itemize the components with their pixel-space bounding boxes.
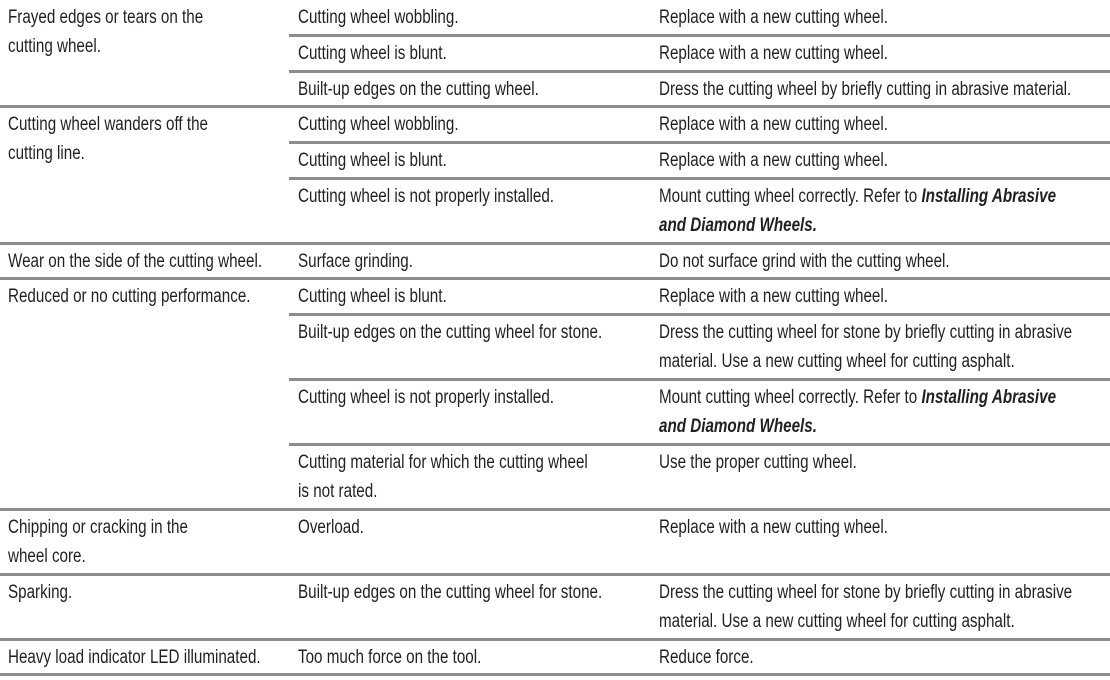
- solution-text: Mount cutting wheel correctly. Refer to: [659, 387, 922, 408]
- cause-cell: Cutting wheel is not properly installed.: [298, 186, 555, 207]
- row-divider: [0, 508, 1110, 511]
- cause-cell: [298, 448, 588, 506]
- solution-cell: Replace with a new cutting wheel.: [659, 43, 888, 64]
- problem-text: wheel core.: [8, 546, 86, 567]
- cause-cell: Cutting wheel is not properly installed.: [298, 387, 555, 408]
- cause-cell: Overload.: [298, 517, 364, 538]
- problem-cell: Sparking.: [8, 582, 73, 603]
- problem-cell: [8, 513, 188, 571]
- solution-cell: [659, 318, 1072, 376]
- cause-cell: Cutting wheel wobbling.: [298, 7, 459, 28]
- row-divider: [289, 177, 1110, 180]
- solution-cell: Replace with a new cutting wheel.: [659, 517, 888, 538]
- problem-cell: [8, 110, 208, 168]
- manual-reference-link[interactable]: and Diamond Wheels.: [659, 416, 817, 437]
- row-divider: [0, 105, 1110, 108]
- cause-cell: Cutting wheel is blunt.: [298, 286, 447, 307]
- solution-cell: [659, 182, 1056, 240]
- problem-text: Cutting wheel wanders off the: [8, 114, 208, 135]
- row-divider: [289, 378, 1110, 381]
- cause-cell: Too much force on the tool.: [298, 647, 482, 668]
- solution-cell: Use the proper cutting wheel.: [659, 452, 857, 473]
- row-divider: [0, 277, 1110, 280]
- problem-cell: [8, 3, 203, 61]
- solution-cell: Reduce force.: [659, 647, 754, 668]
- cause-cell: Surface grinding.: [298, 251, 413, 272]
- cause-cell: Built-up edges on the cutting wheel.: [298, 79, 539, 100]
- problem-text: Frayed edges or tears on the: [8, 7, 204, 28]
- row-divider: [0, 673, 1110, 676]
- problem-text: Chipping or cracking in the: [8, 517, 188, 538]
- cause-text: Cutting material for which the cutting wheel: [298, 452, 588, 473]
- cause-cell: Cutting wheel wobbling.: [298, 114, 459, 135]
- cause-cell: Cutting wheel is blunt.: [298, 150, 447, 171]
- problem-cell: Reduced or no cutting performance.: [8, 286, 251, 307]
- solution-cell: [659, 383, 1056, 441]
- manual-reference-link[interactable]: Installing Abrasive: [921, 387, 1057, 408]
- problem-text: cutting wheel.: [8, 36, 101, 57]
- problem-cell: Heavy load indicator LED illuminated.: [8, 647, 261, 668]
- manual-reference-link[interactable]: Installing Abrasive: [921, 186, 1057, 207]
- solution-cell: Replace with a new cutting wheel.: [659, 286, 888, 307]
- row-divider: [289, 34, 1110, 37]
- solution-cell: Replace with a new cutting wheel.: [659, 7, 888, 28]
- row-divider: [289, 70, 1110, 73]
- problem-cell: Wear on the side of the cutting wheel.: [8, 251, 263, 272]
- cause-text: is not rated.: [298, 481, 378, 502]
- solution-cell: Dress the cutting wheel by briefly cutting in abrasive material.: [659, 79, 1072, 100]
- solution-cell: Replace with a new cutting wheel.: [659, 114, 888, 135]
- cause-cell: Built-up edges on the cutting wheel for stone.: [298, 322, 603, 343]
- solution-cell: Replace with a new cutting wheel.: [659, 150, 888, 171]
- problem-text: cutting line.: [8, 143, 85, 164]
- row-divider: [0, 638, 1110, 641]
- row-divider: [289, 443, 1110, 446]
- solution-text: material. Use a new cutting wheel for cutting asphalt.: [659, 351, 1015, 372]
- solution-text: Mount cutting wheel correctly. Refer to: [659, 186, 922, 207]
- solution-text: material. Use a new cutting wheel for cutting asphalt.: [659, 611, 1015, 632]
- row-divider: [0, 242, 1110, 245]
- row-divider: [289, 141, 1110, 144]
- solution-text: Dress the cutting wheel for stone by briefly cutting in abrasive: [659, 582, 1073, 603]
- row-divider: [289, 313, 1110, 316]
- solution-text: Dress the cutting wheel for stone by briefly cutting in abrasive: [659, 322, 1073, 343]
- solution-cell: [659, 578, 1072, 636]
- row-divider: [0, 573, 1110, 576]
- cause-cell: Built-up edges on the cutting wheel for stone.: [298, 582, 603, 603]
- solution-cell: Do not surface grind with the cutting wheel.: [659, 251, 950, 272]
- cause-cell: Cutting wheel is blunt.: [298, 43, 447, 64]
- manual-reference-link[interactable]: and Diamond Wheels.: [659, 215, 817, 236]
